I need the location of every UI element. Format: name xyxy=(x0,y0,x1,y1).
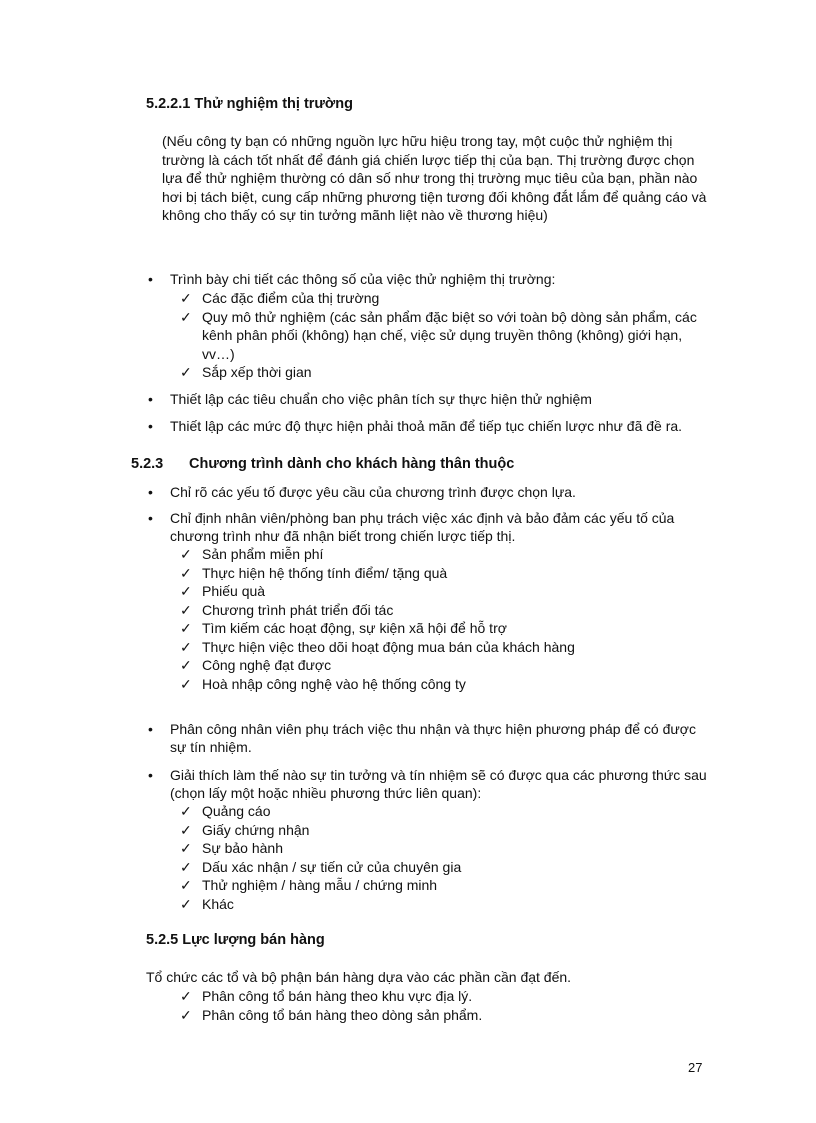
list-item: ✓ Công nghệ đạt được xyxy=(180,657,332,673)
bullet-explain-credibility: • Giải thích làm thế nào sự tin tưởng và tín nhiệm sẽ có được qua các phương thức sau (chọn lấy một hoặc nhiều phương thức liên quan): xyxy=(170,766,710,802)
bullet-criteria: • Thiết lập các tiêu chuẩn cho việc phân tích sự thực hiện thử nghiệm xyxy=(170,390,710,408)
checkmark-icon: ✓ xyxy=(180,858,192,875)
checklist-program xyxy=(180,545,707,693)
checkmark-icon: ✓ xyxy=(180,308,192,325)
checkmark-icon: ✓ xyxy=(180,988,192,1004)
checkmark-icon: ✓ xyxy=(180,601,192,618)
checkmark-icon: ✓ xyxy=(180,564,192,581)
list-item: ✓ Quy mô thử nghiệm (các sản phẩm đặc biệt so với toàn bộ dòng sản phẩm, các kênh phân phối (không) hạn chế, việc sử dụng truyền thông (không) giới hạn, vv…) xyxy=(180,308,697,362)
list-item: ✓ Thực hiện hệ thống tính điểm/ tặng quà xyxy=(180,564,448,581)
checkmark-icon: ✓ xyxy=(180,638,192,655)
bullet-program-elements: • Chỉ rõ các yếu tố được yêu cầu của chương trình được chọn lựa. xyxy=(170,483,710,501)
bullet-credibility-staff: • Phân công nhân viên phụ trách việc thu nhận và thực hiện phương pháp để có được sự tín nhiệm. xyxy=(170,720,710,756)
intro-paragraph: (Nếu công ty bạn có những nguồn lực hữu hiệu trong tay, một cuộc thử nghiệm thị trường là cách tốt nhất để đánh giá chiến lược tiếp thị của bạn. Thị trường được chọn lựa để thử nghiệm thường có dân số như trong thị trường mục tiêu của bạn, phần nào hơi bị tách biệt, cung cấp những phương tiện tương đối không đắt lắm để quảng cáo và không cho thấy có sự tin tưởng mãnh liệt nào về thương hiệu) xyxy=(162,133,707,223)
checkmark-icon: ✓ xyxy=(180,877,192,893)
list-item: ✓ Giấy chứng nhận xyxy=(180,821,310,838)
checkmark-icon: ✓ xyxy=(180,546,192,562)
checkmark-icon: ✓ xyxy=(180,620,192,636)
checklist-sales xyxy=(180,987,707,1024)
list-item: ✓ Sản phẩm miễn phí xyxy=(180,546,324,562)
list-item: ✓ Dấu xác nhận / sự tiến cử của chuyên gia xyxy=(180,858,462,875)
checkmark-icon: ✓ xyxy=(180,290,192,306)
checklist-credibility xyxy=(180,802,707,913)
sales-intro: Tổ chức các tổ và bộ phận bán hàng dựa vào các phần cần đạt đến. xyxy=(146,969,572,985)
heading-5-2-3-number: 5.2.3 xyxy=(131,456,164,472)
checkmark-icon: ✓ xyxy=(180,803,192,819)
checkmark-icon: ✓ xyxy=(180,895,192,912)
list-item: ✓ Phân công tổ bán hàng theo khu vực địa lý. xyxy=(180,988,473,1004)
list-item: ✓ Sự bảo hành xyxy=(180,840,283,856)
heading-5-2-2-1: 5.2.2.1 Thử nghiệm thị trường xyxy=(146,96,353,112)
list-item: ✓ Hoà nhập công nghệ vào hệ thống công ty xyxy=(180,675,466,692)
list-item: ✓ Sắp xếp thời gian xyxy=(180,364,312,380)
checklist-market-test xyxy=(180,289,707,382)
checkmark-icon: ✓ xyxy=(180,657,192,673)
checkmark-icon: ✓ xyxy=(180,583,192,599)
list-item: ✓ Phiếu quà xyxy=(180,583,266,599)
list-item: ✓ Thử nghiệm / hàng mẫu / chứng minh xyxy=(180,877,438,893)
bullet-assign-staff: • Chỉ định nhân viên/phòng ban phụ trách việc xác định và bảo đảm các yếu tố của chương trình như đã nhận biết trong chiến lược tiếp thị. xyxy=(170,509,710,545)
checkmark-icon: ✓ xyxy=(180,840,192,856)
checkmark-icon: ✓ xyxy=(180,1006,192,1023)
bullet-performance-levels: • Thiết lập các mức độ thực hiện phải thoả mãn để tiếp tục chiến lược như đã đề ra. xyxy=(170,417,710,435)
checkmark-icon: ✓ xyxy=(180,675,192,692)
list-item: ✓ Phân công tổ bán hàng theo dòng sản phẩm. xyxy=(180,1006,483,1023)
list-item: ✓ Các đặc điểm của thị trường xyxy=(180,290,380,306)
list-item: ✓ Khác xyxy=(180,895,234,912)
checkmark-icon: ✓ xyxy=(180,364,192,380)
heading-5-2-3-title: Chương trình dành cho khách hàng thân thuộc xyxy=(189,456,515,472)
list-item: ✓ Quảng cáo xyxy=(180,803,271,819)
heading-5-2-5: 5.2.5 Lực lượng bán hàng xyxy=(146,932,325,948)
list-item: ✓ Thực hiện việc theo dõi hoạt động mua bán của khách hàng xyxy=(180,638,575,655)
list-item: ✓ Tìm kiếm các hoạt động, sự kiện xã hội để hỗ trợ xyxy=(180,620,507,636)
list-item: ✓ Chương trình phát triển đối tác xyxy=(180,601,394,618)
checkmark-icon: ✓ xyxy=(180,821,192,838)
bullet-market-test-details: • Trình bày chi tiết các thông số của việc thử nghiệm thị trường: xyxy=(170,270,710,288)
page-number: 27 xyxy=(688,1060,703,1075)
